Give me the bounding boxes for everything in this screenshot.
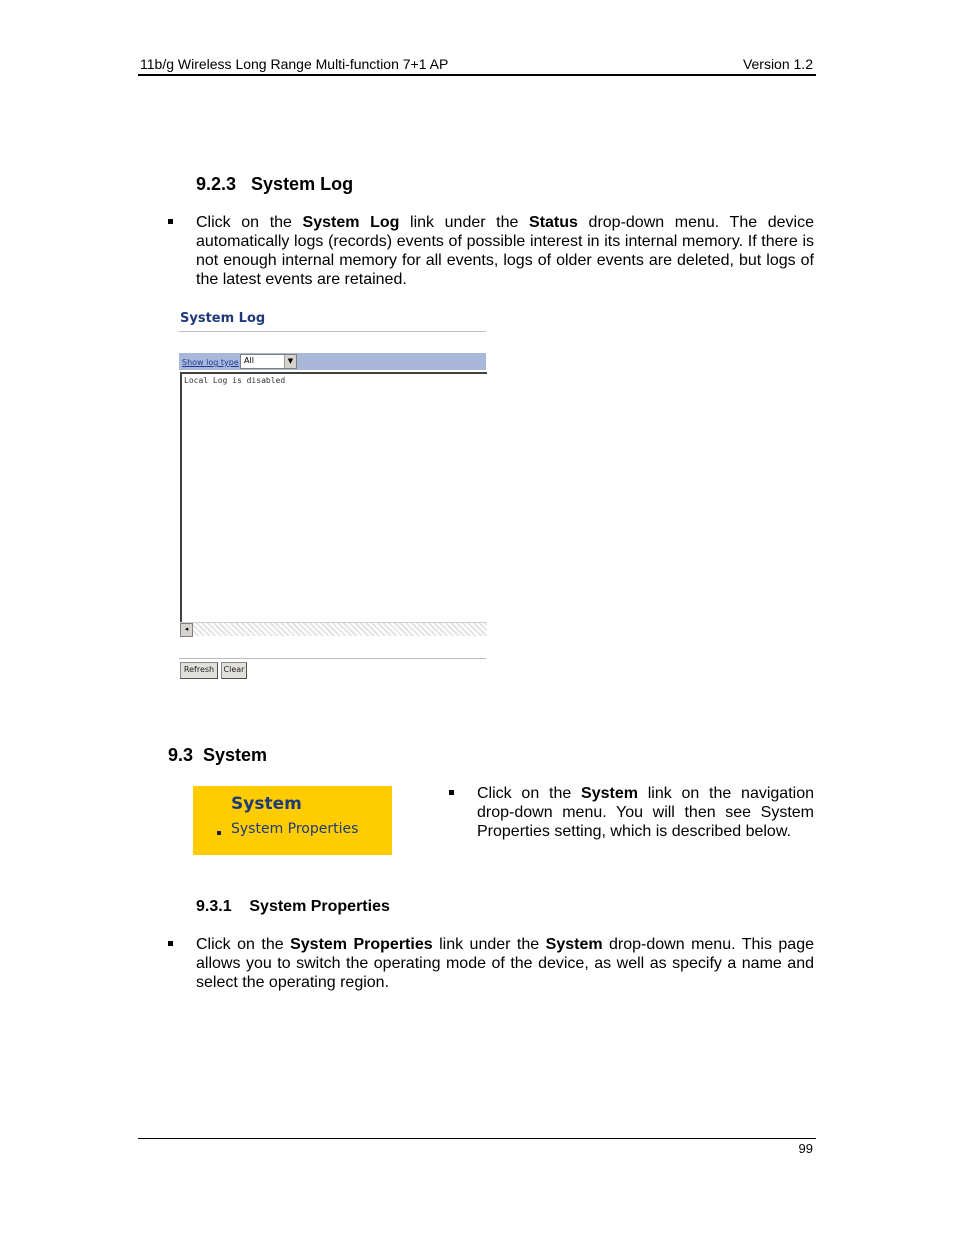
bullet-marker [217,831,221,835]
section-heading-system-properties: 9.3.1 System Properties [196,898,390,915]
bullet-marker [168,941,173,946]
bullet-marker [449,790,454,795]
system-properties-menu-item[interactable]: System Properties [231,821,359,837]
log-text: Local Log is disabled [184,376,286,385]
system-log-panel-title: System Log [180,311,266,326]
divider [179,658,486,659]
section-heading-system: 9.3 System [168,745,268,765]
header-rule [138,74,816,76]
bullet-text: Click on the System Log link under the Status drop-down menu. The device automatically logs (records) events of possible interest in its internal memory. If there is not enough internal memory for all events, logs of older events are deleted, but logs of the latest events are retained. [196,214,814,288]
bullet-marker [168,219,173,224]
refresh-button[interactable]: Refresh [180,662,218,679]
chevron-down-icon[interactable]: ▼ [284,355,296,368]
document-header-title: 11b/g Wireless Long Range Multi-function 7+1 AP [140,56,449,72]
divider [179,331,486,332]
show-log-type-label: Show log type [182,358,239,367]
bullet-text: Click on the System link on the navigation drop-down menu. You will then see System Properties setting, which is described below. [477,785,814,840]
log-type-select[interactable] [240,354,297,369]
system-menu-screenshot [193,786,392,855]
document-version: Version 1.2 [742,56,813,72]
bullet-text: Click on the System Properties link under the System drop-down menu. This page allows you to switch the operating mode of the device, as well as specify a name and select the operating region. [196,936,815,991]
log-type-value: All [244,356,254,365]
page-number: 99 [798,1141,813,1156]
clear-button[interactable]: Clear [221,662,247,679]
section-heading-system-log: 9.2.3 System Log [196,174,354,194]
scroll-left-icon[interactable]: ◂ [180,623,193,637]
system-menu-title: System [231,794,302,814]
log-type-bar [179,353,486,370]
log-textarea[interactable] [180,372,487,636]
footer-rule [138,1138,816,1139]
horizontal-scrollbar[interactable] [180,622,487,636]
system-log-screenshot [177,305,486,685]
